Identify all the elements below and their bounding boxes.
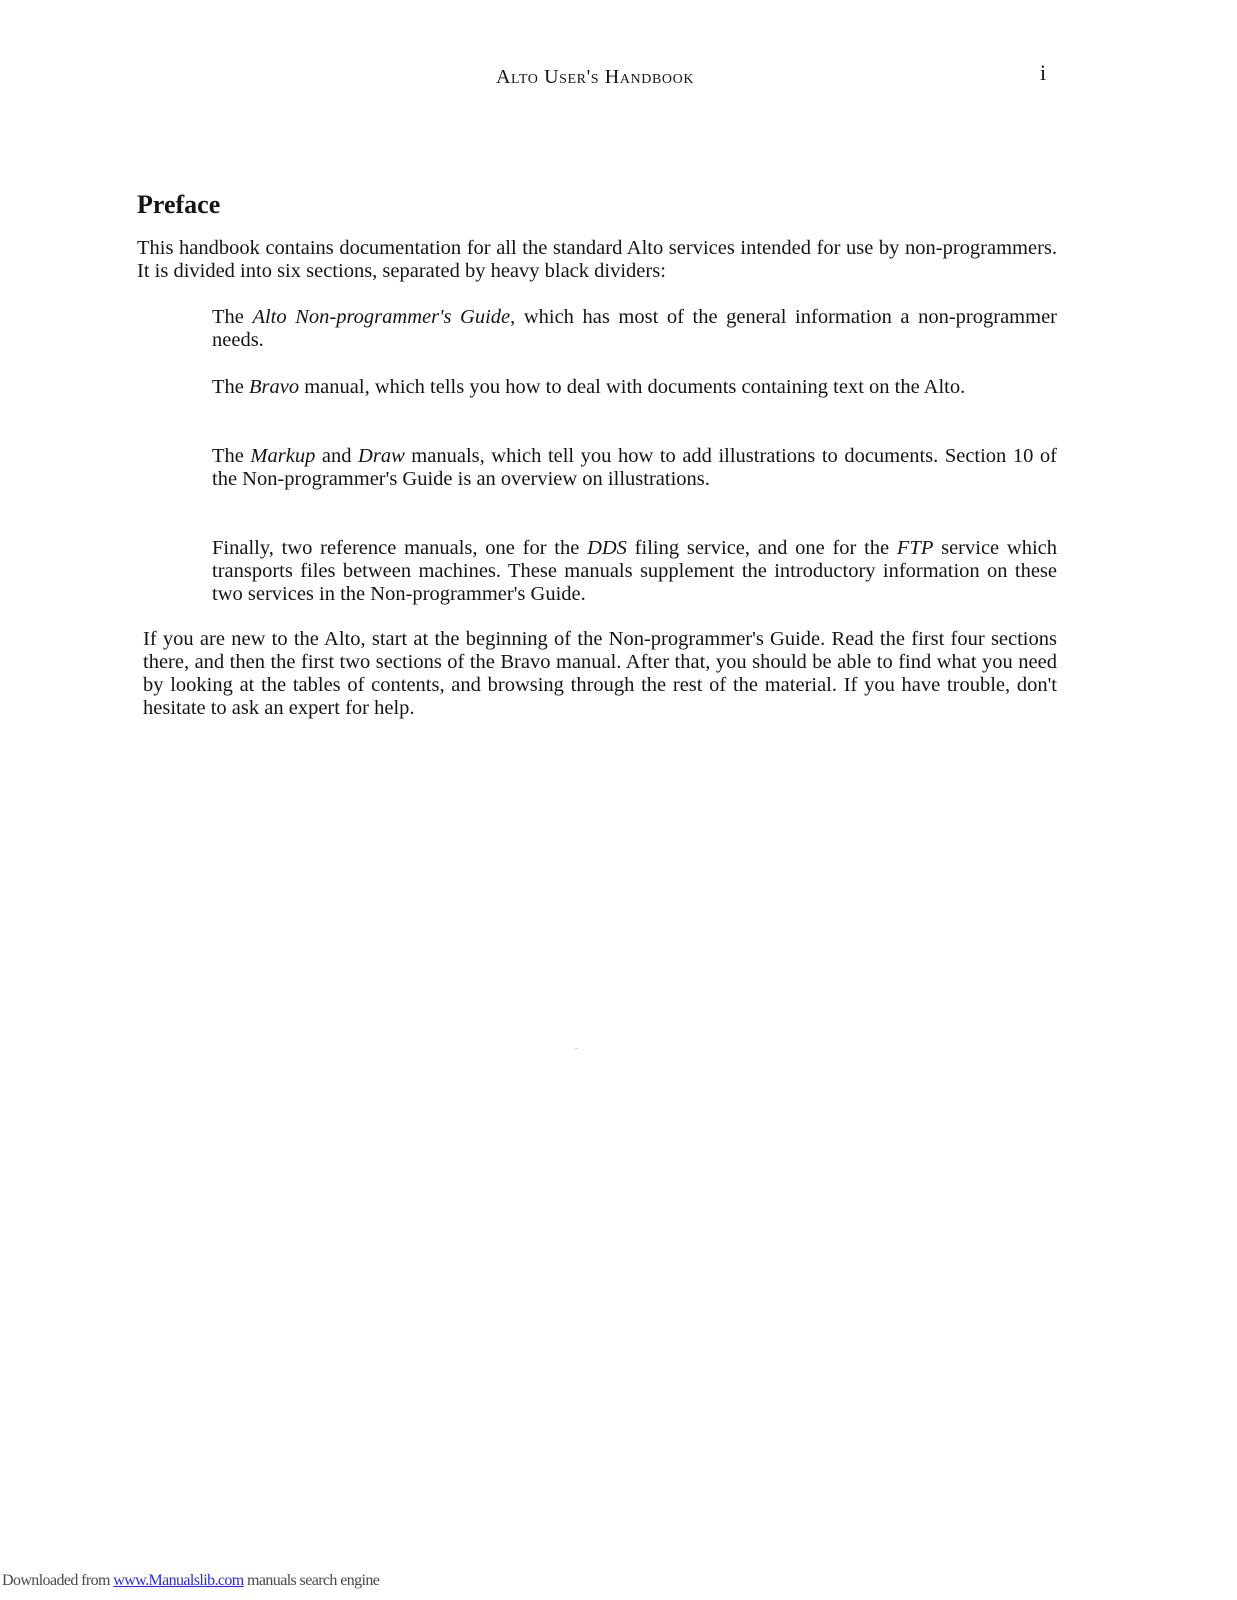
manual-title: FTP <box>896 537 934 559</box>
list-item-nonprogrammer-guide <box>212 306 1057 352</box>
manualslib-link[interactable]: www.Manualslib.com <box>113 1572 244 1589</box>
list-item-text: manual, which tells you how to deal with documents containing text on the Alto. <box>299 376 966 398</box>
list-item-text: The <box>212 306 253 328</box>
section-heading: Preface <box>137 190 221 219</box>
list-item-text: , which has most of the general information a non-programmer needs. <box>212 306 1057 351</box>
list-item-reference-manuals <box>212 537 1057 606</box>
list-item-text: manuals, which tell you how to add illustrations to documents. Section 10 of the Non-programmer's Guide is an overview on illustrations. <box>212 445 1057 490</box>
list-item-text: service which transports files between machines. These manuals supplement the introductory information on these two services in the Non-programmer's Guide. <box>212 537 1057 605</box>
list-item-text: The <box>212 445 251 467</box>
closing-paragraph: If you are new to the Alto, start at the beginning of the Non-programmer's Guide. Read the first four sections there, and then the first two sections of the Bravo manual. After that, you should be able to find what you need by looking at the tables of contents, and browsing through the rest of the material. If you have trouble, don't hesitate to ask an expert for help. <box>143 628 1057 719</box>
list-item-text: filing service, and one for the <box>626 537 897 559</box>
footer-prefix: Downloaded from <box>2 1572 114 1589</box>
manual-title: Alto Non-programmer's Guide <box>252 306 511 328</box>
footer-suffix: manuals search engine <box>243 1572 380 1589</box>
list-item-text: and <box>315 445 359 467</box>
list-item-markup-draw <box>212 445 1057 491</box>
list-item-text: The <box>212 376 249 398</box>
list-item-text: Finally, two reference manuals, one for the <box>212 537 588 559</box>
list-item-bravo <box>212 376 1057 399</box>
running-title: Alto User's Handbook <box>495 66 695 88</box>
manual-title: Markup <box>250 445 316 467</box>
page-number: i <box>1040 60 1047 85</box>
scan-speck <box>575 1048 578 1049</box>
manual-title: DDS <box>587 537 627 559</box>
manual-title: Bravo <box>249 376 300 398</box>
intro-paragraph: This handbook contains documentation for all the standard Alto services intended for use by non-programmers. It is divided into six sections, separated by heavy black dividers: <box>137 237 1057 282</box>
download-footer <box>2 1572 379 1590</box>
manual-title: Draw <box>358 445 405 467</box>
